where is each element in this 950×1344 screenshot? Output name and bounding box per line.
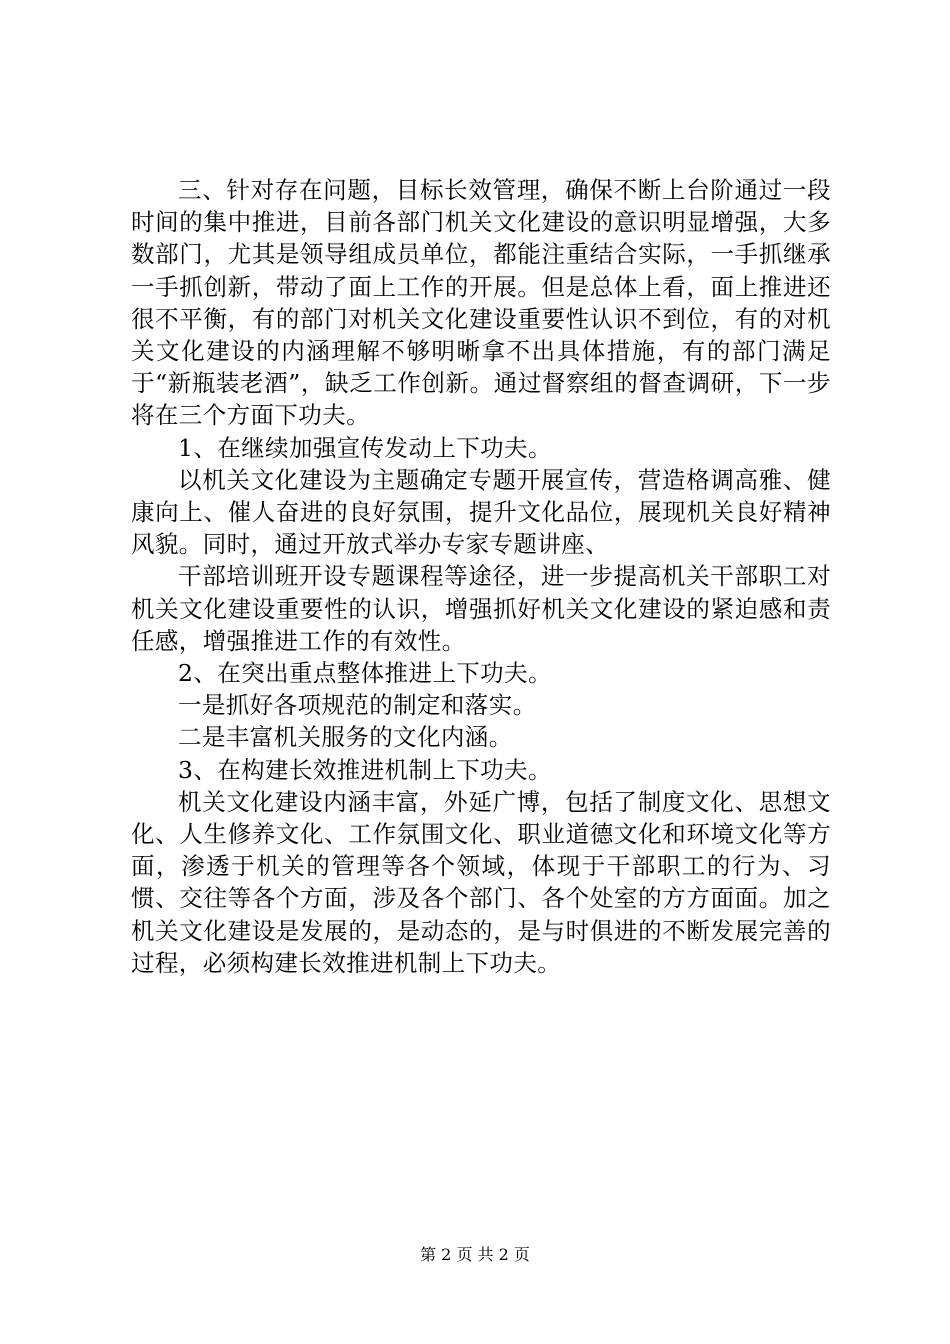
- paragraph-heading-3: 3、在构建长效推进机制上下功夫。: [178, 755, 552, 784]
- document-body: [131, 174, 831, 979]
- page-number-footer: 第 2 页 共 2 页: [420, 1245, 530, 1264]
- paragraph-publicity: 以机关文化建设为主题确定专题开展宣传，营造格调高雅、健康向上、催人奋进的良好氛围，提升文化品位，展现机关良好精神风貌。同时，通过开放式举办专家专题讲座、: [131, 465, 831, 559]
- paragraph-mechanism: 机关文化建设内涵丰富，外延广博，包括了制度文化、思想文化、人生修养文化、工作氛围文化、职业道德文化和环境文化等方面，渗透于机关的管理等各个领域，体现于干部职工的行为、习惯、交往等各个方面，涉及各个部门、各个处室的方方面面。加之机关文化建设是发展的，是动态的，是与时俱进的不断发展完善的过程，必须构建长效推进机制上下功夫。: [131, 787, 831, 977]
- paragraph-heading-2: 2、在突出重点整体推进上下功夫。: [178, 659, 552, 688]
- paragraph-item-two: 二是丰富机关服务的文化内涵。: [178, 723, 513, 752]
- paragraph-heading-1: 1、在继续加强宣传发动上下功夫。: [178, 433, 552, 462]
- paragraph-section-three: 三、针对存在问题，目标长效管理，确保不断上台阶通过一段时间的集中推进，目前各部门机关文化建设的意识明显增强，大多数部门，尤其是领导组成员单位，都能注重结合实际，一手抓继承一手抓创新，带动了面上工作的开展。但是总体上看，面上推进还很不平衡，有的部门对机关文化建设重要性认识不到位，有的对机关文化建设的内涵理解不够明晰拿不出具体措施，有的部门满足于“新瓶装老酒”，缺乏工作创新。通过督察组的督查调研，下一步将在三个方面下功夫。: [131, 176, 831, 430]
- paragraph-training: 干部培训班开设专题课程等途径，进一步提高机关干部职工对机关文化建设重要性的认识，增强抓好机关文化建设的紧迫感和责任感，增强推进工作的有效性。: [131, 562, 831, 655]
- paragraph-item-one: 一是抓好各项规范的制定和落实。: [178, 691, 537, 720]
